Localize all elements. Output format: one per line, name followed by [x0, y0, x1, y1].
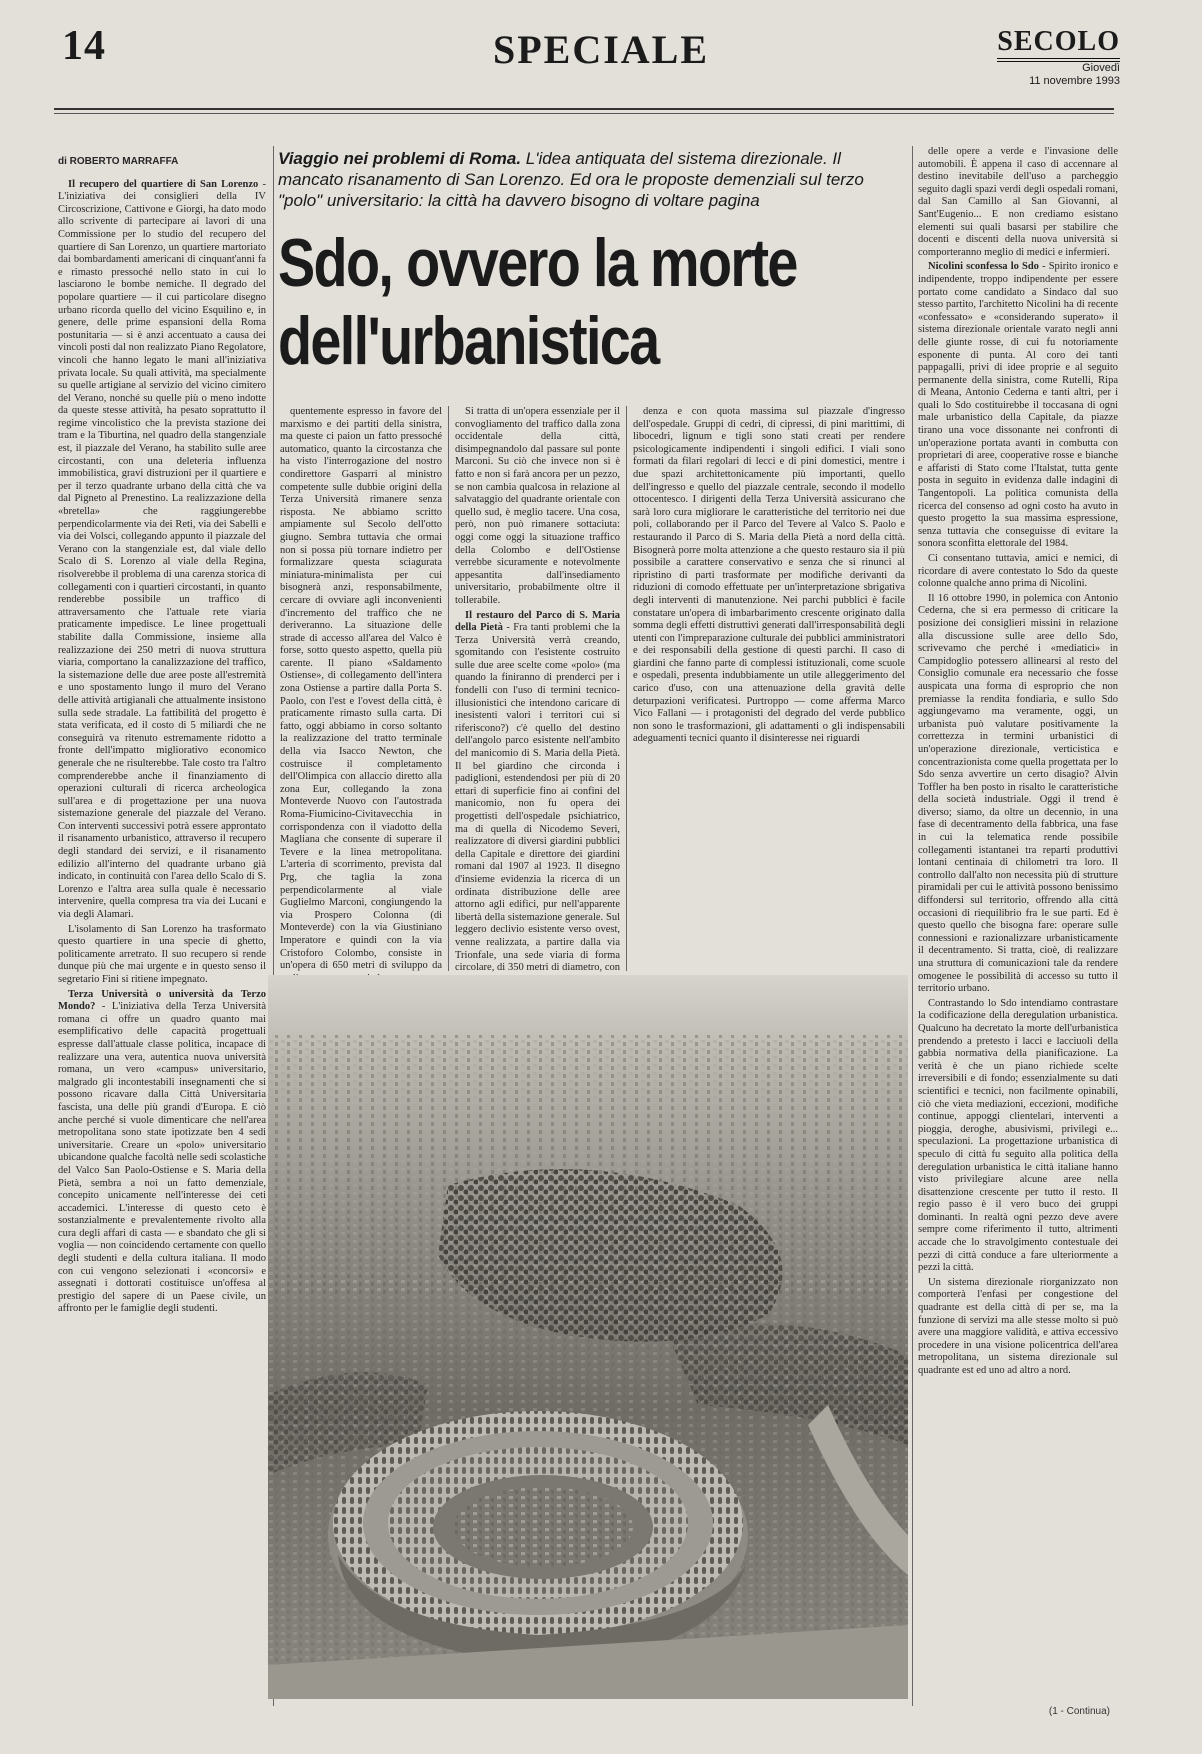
- column-4-text: denza e con quota massima sul piazzale d'ingresso dell'ospedale. Gruppi di cedri, di cipressi, di pini marittimi, di libocedri, lignum e tigli sono stati creati per rendere psicologicamente indipendenti i singoli edifici. I viali sono formati da filari regolari di lecci e di pini domestici, mentre i due spazi architettonicamente più importanti, quello dell'ingresso e quello del piazzale centrale, secondo il modello ottocentesco. I dirigenti della Terza Università assicurano che sarà loro cura migliorare le caratteristiche del territorio nei due poli, collaborando per il Parco del Tevere al Valco S. Paolo e restaurando il Parco di S. Maria della Pietà a nord della città. Bisognerà porre molta attenzione a che questo restauro sia il più possibile a carattere conservativo e senza che si rinunci al ripristino di parti trasformate per modifiche derivanti da riduzioni di comodo effettuate per un'interpretazione sbrigativa degli interventi di manutenzione. Nei parchi pubblici è facile constatare un'opera di imbarbarimento crescente originato dalla somma degli effetti distruttivi generati dall'irresponsabilità degli utenti con l'impreparazione culturale dei pubblici amministratori e dei responsabili della gestione di questi parchi. Il caso di giardini che fanno parte di complessi istituzionali, come scuole e ospedali, presenta indubbiamente un utile alleggerimento del carico d'uso, con una attenuazione della gravità delle deturpazioni verificatesi. Purtroppo — come afferma Marco Vico Fallani — i protagonisti del degrado del verde pubblico non sono le trasformazioni, gli adattamenti o gli indispensabili adeguamenti tecnici quanto il disinteresse nei riguardi: [633, 406, 905, 745]
- page-number: 14: [62, 23, 106, 69]
- kicker: [278, 148, 878, 211]
- header-rule: [54, 108, 1114, 110]
- paragraph: [455, 406, 620, 608]
- paragraph-text: Un sistema direzionale riorganizzato non comporterà l'enfasi per congestione del quadrante est della città di per se, ma la funzione di servizi ma alle stesse molto si può avere una maggiore validità, e attiva eccessivo procedere in una visione policentrica dell'area metropolitana, un sistema direzionale sul quadrante est ed uno ad altro a nord.: [918, 1276, 1118, 1376]
- masthead-day: Giovedì: [1082, 62, 1120, 74]
- byline: di ROBERTO MARRAFFA: [58, 156, 179, 167]
- column-1: [58, 156, 266, 1704]
- paragraph-lead: Il restauro del Parco di S. Maria della Pietà: [455, 609, 620, 634]
- paragraph: [918, 146, 1118, 259]
- paragraph-text: - L'iniziativa della Terza Università romana ci offre un quadro quanto mai esemplificativo delle capacità progettuali espresse dall'attuale classe politica, incapace di realizzare una vera, autentica nuova università romana, un vero «campus» universitario, malgrado gli incontestabili insegnamenti che si possono ricavare dalla Città Universitaria fascista, una delle più grandi d'Europa. E ciò anche perché si vuole dimenticare che nell'area metropolitana sono state ipotizzate ben 4 sedi universitarie. Creare un «polo» universitario ubicandone qualche facoltà nelle sedi scolastiche del Valco San Paolo-Ostiense e S. Maria della Pietà, sembra a noi un fatto demenziale, concepito unicamente nell'interesse dei ceti accademici. L'interesse di questo ceto è sostanzialmente e prevalentemente rivolto alla cura degli affari di casta — e sbandato che gli si voglia — non coincidendo certamente con quello degli studenti e della cultura italiana. Il modo con cui vengono selezionati i «concorsi» e assegnati i dottorati costituisce un'offesa al prestigio del sapere di un Paese civile, un affronto per le famiglie degli studenti.: [58, 1001, 266, 1315]
- section-title: SPECIALE: [492, 27, 710, 72]
- paragraph-lead: Nicolini sconfessa lo Sdo: [928, 261, 1039, 273]
- continued-note: (1 - Continua): [1048, 1706, 1110, 1717]
- paragraph: [58, 179, 266, 922]
- paragraph: [58, 989, 266, 1316]
- paragraph-text: Ci consentano tuttavia, amici e nemici, di ricordare di avere contestato lo Sdo da queste colonne qualche anno prima di Nicolini.: [918, 553, 1118, 590]
- paragraph-text: Contrastando lo Sdo intendiamo contrastare la codificazione della deregulation urbanistica. Qualcuno ha decretato la morte dell'urbanistica prendendo a pretesto i lacci e lacciuoli della gabbia normativa della pianificazione. La verità è che un piano richiede scelte irreversibili e di fondo; essenzialmente su dati scientifici e tecnici, non facilmente opinabili, ciò che vieta mediazioni, eccezioni, modifiche continue, appoggi clientelari, interventi a pioggia, deroghe, abusivismi, privilegi e... speculazioni. La progettazione urbanistica di speculo di città fu seguito alla politica della deregulation urbanistica le città italiane hanno visto privilegiare alcune aree nella disattenzione crescente per tutto il resto. Il regio passo è il vero buco dei gruppi dominanti. In realtà ogni pezzo deve avere sempre come riferimento il tutto, altrimenti accade che lo stravolgimento contestuale dei pezzi di città conduce a fare ulteriormente a pezzi la città.: [918, 997, 1118, 1274]
- column-2-text: quentemente espresso in favore del marxismo e dei partiti della sinistra, ma queste ci paion un fatto pressoché automatico, quanto la circostanza che ha visto l'interrogazione del nostro condirettore Gasparri al ministro competente sulle dubbie origini della Terza Università rimanere senza risposta. Ne abbiamo scritto ampiamente sul Secolo dell'otto giugno. Sembra tuttavia che ormai non si possa più tornare indietro per formalizzare questa sciagurata miniatura-minimalista per cui bisognerà anzi, responsabilmente, cercare di ovviare agli inconvenienti d'incremento del traffico che ne deriveranno. La situazione delle strade di accesso all'area del Valco è forse, sotto questo aspetto, quella più carente. Il piano «Saldamento Ostiense», di collegamento dell'intera zona Ostiense a partire dalla Porta S. Paolo, con l'est e l'ovest della città, è praticamente rimasto sulla carta. Di fatto, oggi abbiamo in corso soltanto la realizzazione del tratto terminale della via Isacco Newton, che costruisce il completamento dell'Olimpica con allaccio diretto alla zona Eur, collegando la zona Monteverde Nuovo con l'autostrada Roma-Fiumicino-Civitavecchia in corrispondenza con il viadotto della Magliana che consente di superare il Tevere e la linea metropolitana. L'arteria di scorrimento, prevista dal Prg, che taglia la zona perpendicolarmente al viale Guglielmo Marconi, congiungendo la via Prospero Colonna (di Monteverde) con la via Giustiniano Imperatore e quindi con la via Cristoforo Colombo, consiste in un'opera di 650 metri di sviluppo da: [280, 406, 442, 972]
- header-rule-thin: [54, 113, 1114, 114]
- paragraph: [58, 924, 266, 987]
- paragraph-text: - Fra tanti problemi che la Terza Università verrà creando, sgomitando con l'esistente costruito sulle due aree scelte come «polo» (ma quando la finiranno di prenderci per i fondelli con l'uso di termini tecnico-illusionistici che intendono caricare di inesistenti valori i territori cui si riferiscono?) c'è quello del destino dell'angolo parco esistente nell'ambito del manicomio di S. Maria della Pietà. Il bel giardino che circonda i padiglioni, estendendosi per più di 20 ettari di superficie fino ai confini del manicomio, non fu opera dei progettisti dell'ospedale psichiatrico, ma di quella di Nicodemo Severi, realizzatore di diversi giardini pubblici della Capitale e direttore dei giardini romani dal 1907 al 1923. Il disegno d'insieme evidenzia la ricerca di un ordinata distribuzione delle aree attorno agli edifici, pur nell'apparente libertà della sistemazione generale. Sul leggero declivio esistente verso ovest, venne realizzata, a partire dalla via Trionfale, una sede viaria di forma circolare, di 350 metri di diametro, con: [455, 622, 621, 974]
- headline: [278, 224, 797, 380]
- column-5: [918, 146, 1118, 1701]
- column-4: [633, 406, 905, 971]
- headline-line-2: dell'urbanistica: [278, 303, 659, 379]
- kicker-text: L'idea antiquata del sistema direzionale. Il mancato risanamento di San Lorenzo. Ed ora le proposte demenziali sul terzo "polo" universitario: la città ha davvero bisogno di voltare pagina: [278, 149, 864, 210]
- masthead-logo: SECOLO: [997, 26, 1120, 62]
- paragraph: [918, 593, 1118, 996]
- masthead: [997, 26, 1120, 88]
- paragraph-text: - L'iniziativa dei consiglieri della IV Circoscrizione, Cattivone e Giorgi, ha dato modo allo scrivente di partecipare ai lavori di una Commissione per lo studio del recupero del quartiere di San Lorenzo, un quartiere martoriato dai bombardamenti americani di cinquant'anni fa e rimasto pressoché nello stato in cui lo lasciarono le bombe nemiche. Il degrado del popolare quartiere — il cui particolare disegno urbano ricorda quello del vicino Esquilino e, in genere, delle prime espansioni della Roma postunitaria — si è anzi accentuato a causa dei vincoli posti dal non realizzato Piano Regolatore, vincoli che hanno legato le mani all'iniziativa privata locale. Su quali attività, ma specialmente su quelle artigiane al servizio del vicino cimitero del Verano, nonché su quelle più o meno indotte da queste stesse attività, ha pesato soprattutto il regime vincolistico che la prevista stazione dei tram e la Tiburtina, nel quadro della stangenziale est, il piazzale del Verano, ha stabilito sulle aree circostanti, con una deleteria influenza immobilistica, gravi distruzioni per il quartiere e per il terzo quadrante urbano della città che va dal Pigneto al Prenestino. La realizzazione della «bretella» che raggiungerebbe perpendicolarmente via dei Reti, via dei Sabelli e via dei Volsci, collegando appunto il piazzale del Verano con la stangenziale est, dal viale dello Scalo di S. Lorenzo al viale della Regina, risolverebbe il problema di una carenza storica di collegamenti con i quartieri circostanti, in quanto renderebbe possibile un traffico di attraversamento che l'attuale rete viaria praticamente impedisce. Le linee progettuali stabilite dalla Commissione, insieme alla realizzazione dei 250 metri di nuova struttura viaria, comportano la canalizzazione del traffico, la sistemazione delle due aree poste all'estremità e uno spostamento lungo il muro del Verano delle attività artigianali che attualmente insistono sulla sede stradale. La fattibilità del progetto è stata verificata, ed il costo di 5 miliardi che ne conseguirà va ritenuto estremamente ridotto a fronte dell'impatto migliorativo economico generale che ne risulterebbe. Tale costo tra l'altro comprenderebbe anche il finanziamento di operazioni culturali di ricerca archeologica sull'area e di progettazione per una nuova sistemazione generale del piazzale del Verano. Con interventi successivi potrà essere approntato il risanamento urbanistico, attraverso il recupero degli standard dei servizi, e il risanamento edilizio all'interno del quadrante urbano già indicato, in continuità con l'area dello Scalo di S. Lorenzo e l'altra area sulla quale è necessario intervenire, quella compresa tra via dei Lucani e via degli Alamari.: [58, 178, 267, 921]
- paragraph-text: delle opere a verde e l'invasione delle automobili. È appena il caso di accennare al destino inevitabile dell'uso a parcheggio seguito dagli spazi verdi degli ospedali romani, dal San Camillo al San Giovanni, al Sant'Eugenio... E non crediamo esistano elementi sui quali basarsi per stabilire che docenti e discenti della nuova università si comporteranno meglio di medici e infermieri.: [918, 146, 1118, 258]
- kicker-bold: Viaggio nei problemi di Roma.: [278, 149, 522, 168]
- paragraph: [918, 553, 1118, 591]
- colosseum-aerial-photo: [268, 975, 908, 1699]
- paragraph-text: Si tratta di un'opera essenziale per il convogliamento del traffico dalla zona occidentale della città, disimpegnandolo dal passare sul ponte Marconi. Su ciò che invece non si è fatto e non si farà ancora per un pezzo, se non cambia qualcosa in relazione al salvataggio del quadrante orientale con quello sud, è meglio tacere. Una cosa, però, non può rimanere sottaciuta: oggi come oggi la situazione traffico della Colombo e dell'Ostiense verrebbe sicuramente e notevolmente appesantita dall'insediamento universitario, probabilmente oltre il tollerabile.: [455, 406, 620, 606]
- page-header: [0, 0, 1202, 100]
- paragraph-text: - Spirito ironico e indipendente, troppo indipendente per essere portato come candidato a Sindaco dal suo stesso partito, l'architetto Nicolini ha di recente «confessato» e «considerando superato» il sistema direzionale orientale varato negli anni delle giunte rosse, di cui fu notoriamente esponente di punta. Al coro dei tanti pappagalli, privi di idee proprie e al seguito permanente della sinistra, come Rutelli, Ripa di Meana, Antonio Cederna e tanti altri, per i quali lo Sdo costituirebbe il toccasana di ogni male urbanistico della Capitale, da piazze tirano una voce dissonante nei confronti di un'operazione portata avanti in combutta con proprietari di aree, cooperative rosse e bianche e affaristi di Stato come l'Italstat, tutta gente posta in seguito in evidenza dalle indagini di Tangentopoli. La politica comunista della ricerca del consenso ad ogni costo ha avuto in questo progetto la sua massima espressione, senza tuttavia che conseguisse di evitare la sonora sconfitta elettorale del 1984.: [918, 261, 1118, 550]
- paragraph: [918, 261, 1118, 551]
- paragraph-text: L'isolamento di San Lorenzo ha trasformato questo quartiere in una specie di ghetto, politicamente arretrato. Il suo recupero si rende dunque più che mai urgente e in questo senso il segretario Fini si ritiene impegnato.: [58, 923, 266, 985]
- column-2: [280, 406, 442, 971]
- column-divider: [912, 146, 913, 1706]
- column-3: [455, 406, 621, 974]
- paragraph-text: Il 16 ottobre 1990, in polemica con Antonio Cederna, che si era permesso di criticare la posizione dei consiglieri missini in relazione alla discussione sulle aree dello Sdo, scrivevamo che perché i «mediatici» in Campidoglio potessero allinearsi al resto del Consiglio comunale era necessario che fosse auspicata una forma di esproprio che non premiasse la rendita fondiaria, e sullo Sdo aggiungevamo ma veramente, oggi, un urbanista può valutare positivamente la correttezza in termini urbanistici di un'operazione direzionale, verticistica e concentrazionista come quella progettata per lo Sdo senza avvertire un certo disagio? Alvin Toffler ha ben posto in risalto le caratteristiche della società industriale. Oggi il trend è diverso; siamo, da oltre un decennio, in una fase di decentramento della fabbrica, una fase in cui la telematica rende possibile collegamenti istantanei tra reparti produttivi lontani centinaia di chilometri tra loro. Il controllo dall'alto non necessita più di strutture piramidali per cui le attività possono benissimo diffondersi sul territorio, offrendo alla città occasioni di riequilibrio fra le sue parti. Ed è questo quello che bisogna fare: operare sulle connessioni e razionalizzare urbanisticamente il decentramento. Si tratta, cioè, di realizzare una struttura di comunicazioni tale da rendere omogenee le possibilità di accesso su tutto il territorio urbano.: [918, 592, 1118, 995]
- paragraph: [918, 998, 1118, 1275]
- paragraph-lead: Terza Università o università da Terzo Mondo?: [58, 988, 266, 1013]
- headline-line-1: Sdo, ovvero la morte: [278, 225, 797, 301]
- masthead-date: 11 novembre 1993: [1029, 75, 1120, 87]
- column-divider: [448, 406, 449, 971]
- paragraph: [918, 1277, 1118, 1378]
- paragraph: [455, 610, 620, 988]
- colosseum-aerial-image: [268, 975, 908, 1699]
- paragraph-lead: Il recupero del quartiere di San Lorenzo: [68, 178, 259, 190]
- column-divider: [626, 406, 627, 971]
